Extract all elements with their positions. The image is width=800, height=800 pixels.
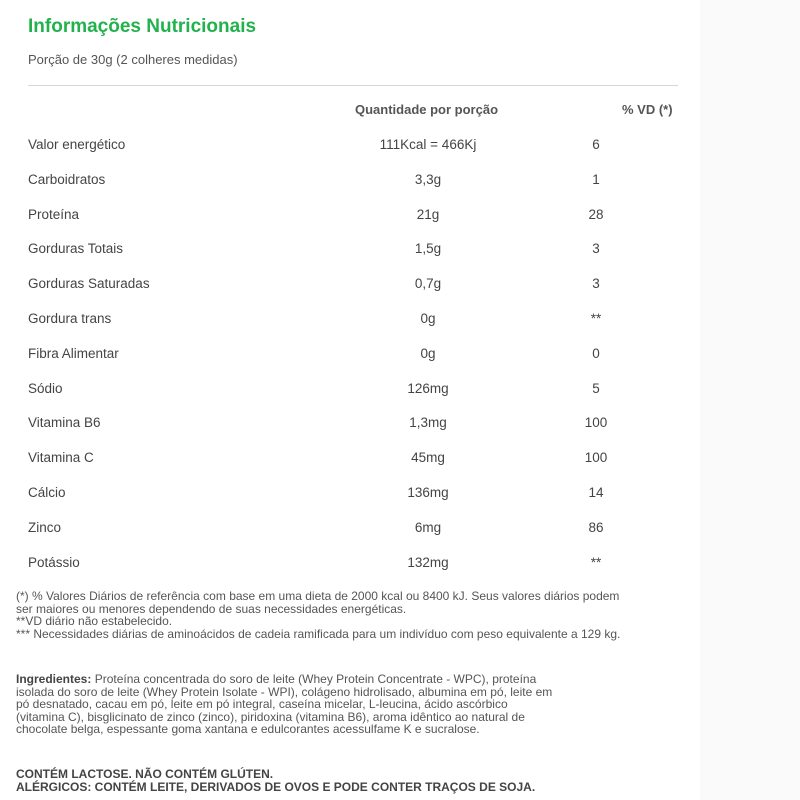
nutrient-quantity: 0g — [420, 345, 436, 361]
allergens-block — [16, 768, 636, 793]
nutrition-table — [0, 127, 700, 579]
table-row — [0, 545, 700, 580]
table-row — [0, 371, 700, 406]
page-title: Informações Nutricionais — [28, 16, 257, 37]
nutrient-vd: 100 — [584, 450, 608, 466]
nutrient-name: Proteína — [28, 206, 80, 222]
table-row — [0, 336, 700, 371]
nutrient-quantity: 126mg — [407, 380, 449, 396]
nutrient-name: Cálcio — [28, 484, 66, 500]
footnote-vd-reference: (*) % Valores Diários de referência com base em uma dieta de 2000 kcal ou 8400 kJ. Seus valores diários podem ser maiores ou menores dependendo de suas necessidades energéticas. — [16, 589, 620, 616]
table-row — [0, 162, 700, 197]
nutrient-name: Sódio — [28, 380, 63, 396]
table-row — [0, 197, 700, 232]
nutrient-quantity: 0,7g — [414, 276, 442, 292]
nutrient-quantity: 6mg — [414, 519, 442, 535]
page-background-panel — [700, 0, 800, 800]
nutrient-vd: 5 — [592, 380, 600, 396]
nutrient-name: Carboidratos — [28, 171, 106, 187]
nutrient-vd: 3 — [592, 276, 600, 292]
header-quantity: Quantidade por porção — [355, 102, 499, 117]
nutrient-vd: ** — [590, 554, 602, 570]
nutrient-vd: 86 — [588, 519, 604, 535]
nutrient-quantity: 3,3g — [414, 171, 442, 187]
allergens-statement: ALÉRGICOS: CONTÉM LEITE, DERIVADOS DE OVOS E PODE CONTER TRAÇOS DE SOJA. — [16, 779, 536, 794]
nutrient-name: Vitamina C — [28, 450, 94, 466]
nutrient-name: Potássio — [28, 554, 80, 570]
lactose-gluten-statement: CONTÉM LACTOSE. NÃO CONTÉM GLÚTEN. — [16, 767, 274, 781]
table-row — [0, 510, 700, 545]
nutrient-vd: 28 — [588, 206, 604, 222]
ingredients-label: Ingredientes: — [16, 672, 92, 686]
table-row — [0, 231, 700, 266]
table-row — [0, 266, 700, 301]
nutrient-vd: 3 — [592, 241, 600, 257]
nutrient-name: Zinco — [28, 519, 62, 535]
ingredients-text: Proteína concentrada do soro de leite (Whey Protein Concentrate - WPC), proteína isolada do soro de leite (Whey Protein Isolate - WPI), colágeno hidrolisado, albumina em pó, leite em pó desnatado, cacau em pó, leite em pó integral, caseína micelar, L-leucina, ácido ascórbico (vitamina C), bisglicinato de zinco (zinco), piridoxina (vitamina B6), aroma idêntico ao natural de chocolate belga, espessante goma xantana e edulcorantes acessulfame K e sucralose. — [16, 672, 553, 736]
table-row — [0, 127, 700, 162]
header-vd: % VD (*) — [622, 102, 673, 117]
footnote-vd-not-established: **VD diário não estabelecido. — [16, 614, 173, 628]
nutrient-name: Vitamina B6 — [28, 415, 101, 431]
nutrient-quantity: 1,3mg — [409, 415, 447, 431]
nutrient-name: Valor energético — [28, 137, 126, 152]
table-row — [0, 440, 700, 475]
nutrient-quantity: 1,5g — [414, 241, 442, 257]
nutrient-vd: 100 — [584, 415, 608, 431]
nutrient-quantity: 21g — [416, 206, 440, 222]
table-row — [0, 475, 700, 510]
portion-size: Porção de 30g (2 colheres medidas) — [28, 52, 238, 67]
nutrient-quantity: 136mg — [407, 484, 449, 500]
nutrient-name: Gorduras Saturadas — [28, 276, 150, 292]
footnotes — [16, 590, 636, 640]
nutrient-name: Fibra Alimentar — [28, 345, 119, 361]
table-row — [0, 301, 700, 336]
nutrient-quantity: 111Kcal = 466Kj — [379, 137, 477, 152]
nutrient-quantity: 132mg — [407, 554, 449, 570]
nutrient-vd: ** — [590, 310, 602, 326]
nutrient-name: Gorduras Totais — [28, 241, 124, 257]
footnote-amino-acids: *** Necessidades diárias de aminoácidos de cadeia ramificada para um indivíduo com peso equivalente a 129 kg. — [16, 626, 621, 641]
divider — [28, 85, 678, 86]
nutrient-vd: 6 — [592, 137, 600, 152]
nutrient-name: Gordura trans — [28, 310, 112, 326]
ingredients-block — [16, 673, 556, 736]
nutrient-quantity: 0g — [420, 310, 436, 326]
table-row — [0, 405, 700, 440]
nutrient-vd: 14 — [588, 484, 604, 500]
nutrient-quantity: 45mg — [411, 450, 445, 466]
nutrient-vd: 0 — [592, 345, 600, 361]
nutrient-vd: 1 — [592, 171, 600, 187]
